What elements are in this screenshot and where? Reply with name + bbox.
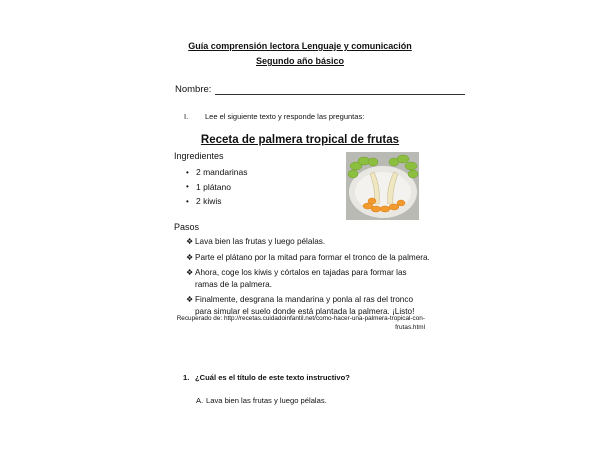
list-item: ❖ Finalmente, desgrana la mandarina y ponla al ras del tronco para simular el suelo donde está plantada la palmera. ¡Listo! — [186, 295, 415, 316]
question-text: ¿Cuál es el título de este texto instructivo? — [195, 373, 350, 382]
list-item: ❖ Parte el plátano por la mitad para formar el tronco de la palmera. — [186, 252, 430, 262]
option-letter: A. — [196, 396, 204, 405]
list-item: ❖ Lava bien las frutas y luego pélalas. — [186, 237, 326, 246]
option-text: Lava bien las frutas y luego pélalas. — [206, 396, 327, 405]
steps-list — [186, 236, 431, 321]
diamond-bullet-icon: ❖ — [186, 295, 194, 304]
bullet-icon: • — [186, 196, 189, 206]
worksheet-title: Guía comprensión lectora Lenguaje y comunicación — [188, 41, 412, 51]
recipe-title: Receta de palmera tropical de frutas — [200, 134, 400, 146]
diamond-bullet-icon: ❖ — [186, 237, 194, 246]
answer-option-a[interactable] — [196, 396, 327, 405]
name-field — [175, 84, 465, 95]
palm-tree-fruit-photo — [346, 152, 419, 220]
question-number: 1. — [183, 373, 190, 382]
bullet-icon: • — [186, 182, 189, 192]
source-line: frutas.html — [395, 324, 425, 331]
diamond-bullet-icon: ❖ — [186, 252, 194, 262]
source-line: Recuperado de: http://recetas.cuidadoinfantil.net/como-hacer-una-palmera-tropical-con- — [176, 315, 425, 322]
list-item: • 1 plátano — [186, 181, 231, 192]
ingredients-list — [186, 165, 248, 209]
worksheet-subtitle: Segundo año básico — [255, 56, 344, 66]
list-item: • 2 kiwis — [186, 196, 222, 207]
question-1 — [183, 373, 350, 382]
diamond-bullet-icon: ❖ — [186, 268, 194, 277]
ingredients-heading: Ingredientes — [174, 151, 224, 161]
list-item: ❖ Ahora, coge los kiwis y córtalos en tajadas para formar las ramas de la palmera. — [186, 268, 407, 289]
bullet-icon: • — [186, 167, 189, 177]
instruction-number: I. — [184, 112, 189, 121]
list-item: • 2 mandarinas — [186, 167, 248, 178]
source-citation — [150, 314, 425, 332]
name-line[interactable] — [215, 84, 465, 95]
instruction-text: Lee el siguiente texto y responde las preguntas: — [205, 112, 365, 121]
steps-heading: Pasos — [174, 222, 200, 232]
name-label: Nombre: — [175, 84, 212, 95]
